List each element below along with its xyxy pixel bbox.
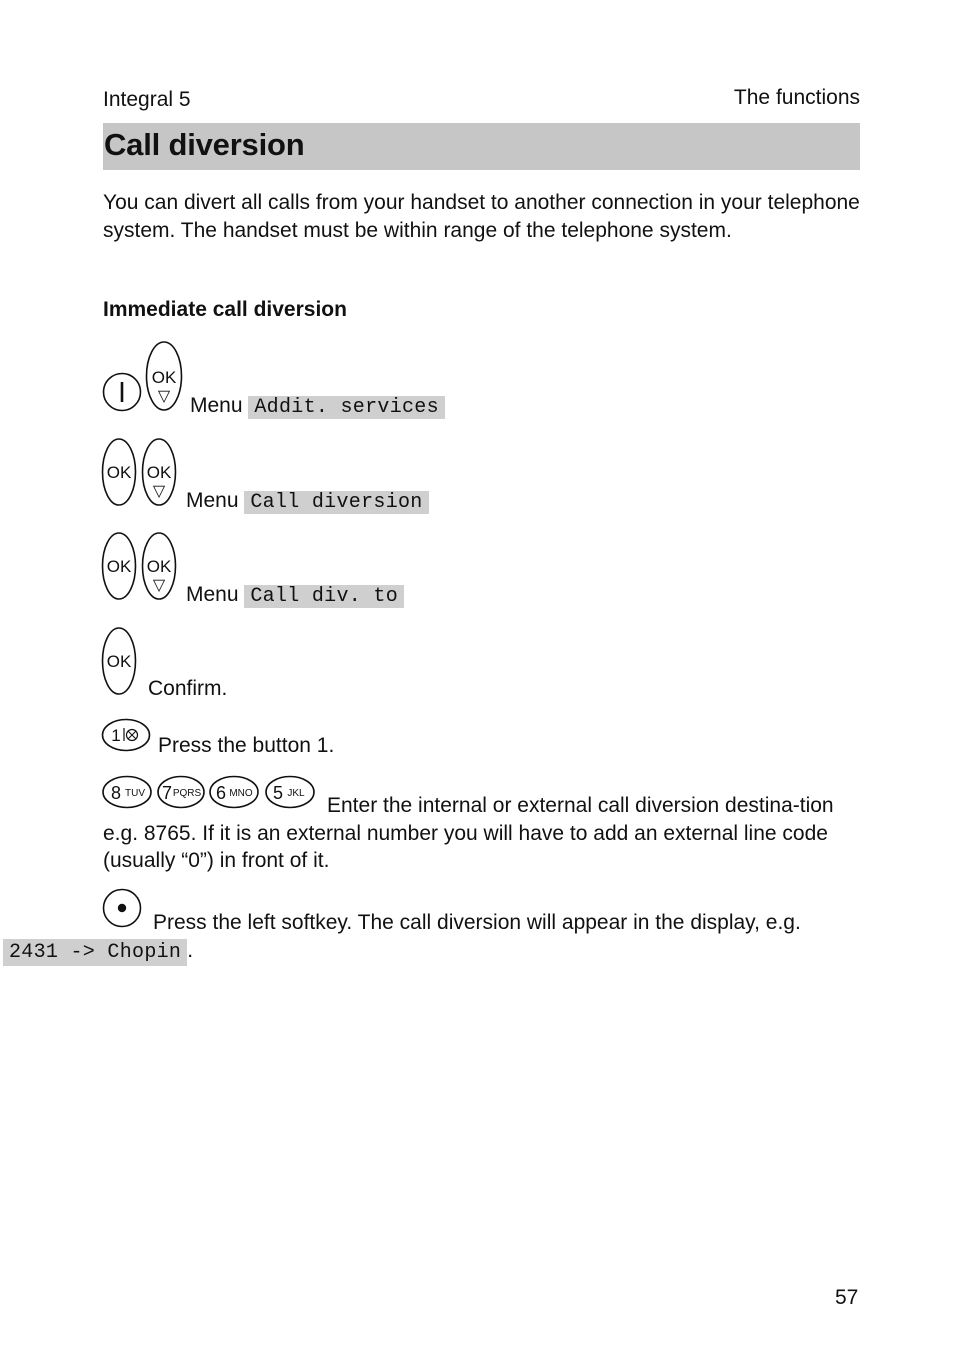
ok-down-key-icon bbox=[147, 342, 182, 410]
ok-down-key-icon bbox=[143, 533, 176, 599]
ok-key-label: OK bbox=[146, 463, 172, 482]
page-number: 57 bbox=[835, 1286, 859, 1309]
svg-text:PQRS: PQRS bbox=[172, 788, 202, 799]
svg-text:5: 5 bbox=[272, 783, 284, 803]
step3-display: Call div. to bbox=[244, 585, 404, 608]
svg-text:8: 8 bbox=[110, 783, 122, 803]
step3-label: Menu bbox=[186, 583, 239, 606]
one-key-digit: 1 bbox=[111, 726, 121, 745]
ok-key-label: OK bbox=[106, 557, 132, 576]
page-title: Call diversion bbox=[104, 127, 305, 162]
step4-keys bbox=[101, 625, 141, 699]
section-heading: Immediate call diversion bbox=[103, 298, 347, 321]
one-key-icon bbox=[103, 720, 150, 751]
down-arrow-glyph: ▽ bbox=[157, 388, 171, 405]
svg-text:MNO: MNO bbox=[229, 788, 253, 799]
header-product: Integral 5 bbox=[103, 88, 191, 111]
svg-text:JKL: JKL bbox=[287, 788, 305, 799]
ok-key-icon bbox=[103, 628, 136, 694]
step5-text: Press the button 1. bbox=[158, 734, 335, 757]
step6-text: Enter the internal or external call diversion destina-tion e.g. 8765. If it is an external number you will have to add an external line code (usually “0”) in front of it. bbox=[103, 794, 834, 872]
voicemail-icon bbox=[124, 728, 138, 741]
step2-keys bbox=[101, 436, 181, 510]
ok-down-key-icon bbox=[143, 439, 176, 505]
step1-text bbox=[190, 394, 445, 419]
step7-text bbox=[9, 909, 860, 966]
step4-text: Confirm. bbox=[148, 677, 228, 700]
ok-key-label: OK bbox=[151, 368, 177, 387]
svg-text:6: 6 bbox=[215, 783, 227, 803]
step7-suffix: . bbox=[187, 938, 194, 962]
intro-paragraph: You can divert all calls from your handset to another connection in your telephone system. The handset must be within range of the telephone system. bbox=[103, 191, 860, 242]
svg-text:7: 7 bbox=[161, 783, 173, 803]
ok-key-icon bbox=[103, 533, 136, 599]
ok-key-label: OK bbox=[106, 652, 132, 671]
step5-keys bbox=[101, 718, 153, 754]
step7-instruction: Press the left softkey. The call diversion will appear in the display, e.g. bbox=[153, 911, 801, 934]
down-arrow-glyph: ▽ bbox=[152, 483, 166, 500]
down-arrow-glyph: ▽ bbox=[152, 577, 166, 594]
step3-keys bbox=[101, 530, 181, 604]
step7-display: 2431 -> Chopin bbox=[3, 939, 187, 967]
step1-display: Addit. services bbox=[248, 396, 445, 419]
ok-key-icon bbox=[103, 439, 136, 505]
off-key-icon bbox=[104, 374, 141, 411]
step1-keys bbox=[101, 341, 185, 415]
step2-label: Menu bbox=[186, 489, 239, 512]
step2-display: Call diversion bbox=[244, 491, 428, 514]
svg-text:TUV: TUV bbox=[125, 788, 145, 799]
ok-key-label: OK bbox=[106, 463, 132, 482]
ok-key-label: OK bbox=[146, 557, 172, 576]
header-section: The functions bbox=[733, 86, 860, 109]
step1-label: Menu bbox=[190, 394, 243, 417]
step2-text bbox=[186, 489, 429, 514]
step3-text bbox=[186, 583, 404, 608]
